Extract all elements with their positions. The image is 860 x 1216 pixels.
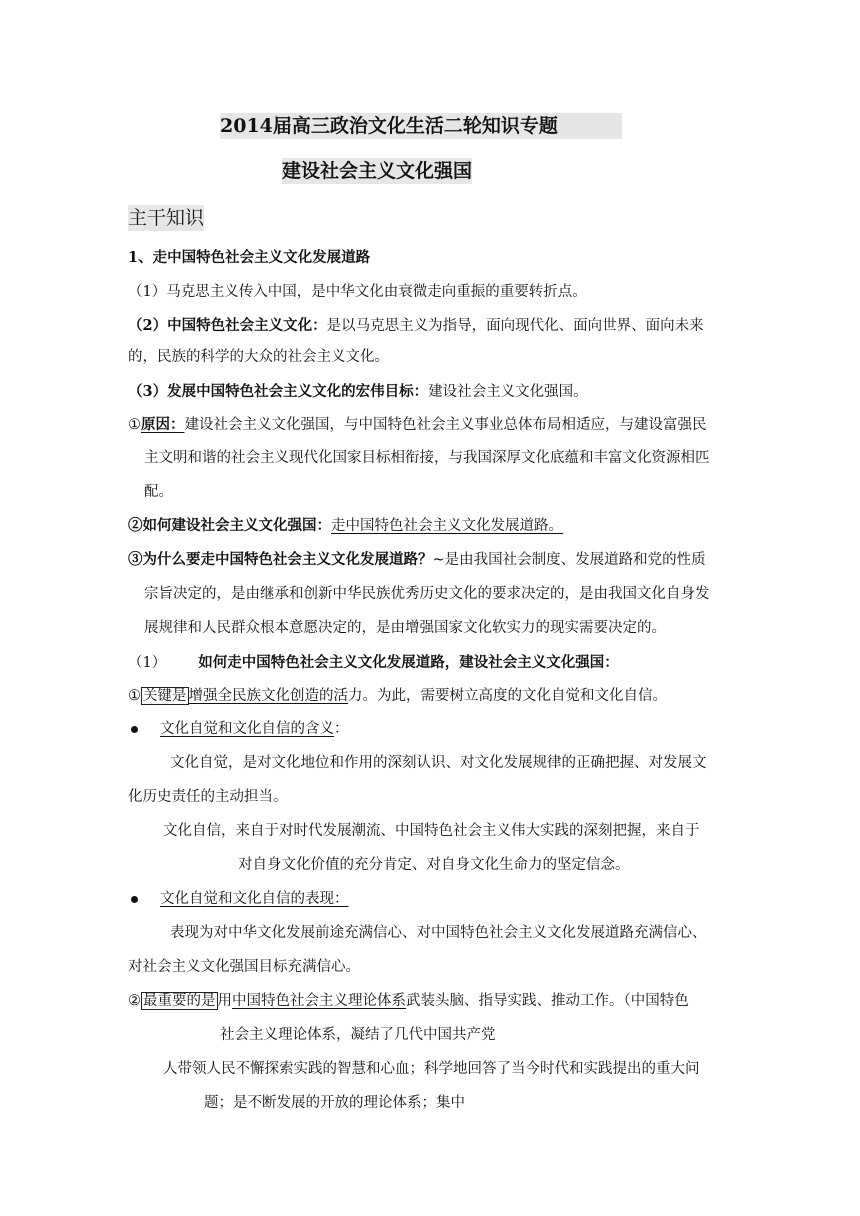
key-point-2 xyxy=(128,991,689,1011)
subheading-2-number: （1） xyxy=(128,655,167,671)
key-point-2-number: ② xyxy=(128,993,141,1009)
why-label: ③为什么要走中国特色社会主义文化发展道路？ xyxy=(128,551,433,568)
why-line-1 xyxy=(128,550,706,570)
key-point-1-boxed: 关键是 xyxy=(143,688,187,704)
key-point-2-pre: 用 xyxy=(217,993,232,1009)
key-point-1 xyxy=(128,686,667,706)
key-point-2-line-3: 人带领人民不懈探索实践的智慧和心血；科学地回答了当今时代和实践提出的重大问 xyxy=(163,1061,700,1077)
key-point-1-rest: 力。为此，需要树立高度的文化自觉和文化自信。 xyxy=(348,688,667,704)
subheading-2 xyxy=(128,653,619,673)
paragraph-2-cont: 的，民族的科学的大众的社会主义文化。 xyxy=(128,349,389,365)
how-build-text: 走中国特色社会主义文化发展道路。 xyxy=(331,518,563,534)
expression-line-2: 对社会主义文化强国目标充满信心。 xyxy=(128,959,360,975)
paragraph-2-label: （2）中国特色社会主义文化： xyxy=(128,317,327,334)
why-line-3: 展规律和人民群众根本意愿决定的，是由增强国家文化软实力的现实需要决定的。 xyxy=(144,620,666,636)
key-point-1-number: ① xyxy=(128,688,141,704)
bullet-item-1 xyxy=(160,719,349,739)
paragraph-1: （1）马克思主义传入中国，是中华文化由衰微走向重振的重要转折点。 xyxy=(128,284,587,300)
reason-number: ① xyxy=(128,417,141,433)
bullet-icon xyxy=(131,726,138,733)
consciousness-line-2: 化历史责任的主动担当。 xyxy=(128,789,288,805)
key-point-2-line-4: 题；是不断发展的开放的理论体系；集中 xyxy=(204,1095,465,1111)
doc-title-line2: 建设社会主义文化强国 xyxy=(282,160,473,182)
why-text: ~是由我国社会制度、发展道路和党的性质 xyxy=(432,552,706,568)
reason-line-2: 主文明和谐的社会主义现代化国家目标相衔接，与我国深厚文化底蕴和丰富文化资源相匹 xyxy=(144,450,710,466)
how-build-line xyxy=(128,516,563,536)
consciousness-line-1: 文化自觉，是对文化地位和作用的深刻认识、对文化发展规律的正确把握、对发展文 xyxy=(170,755,707,771)
bullet-item-1-text: 文化自觉和文化自信的含义 xyxy=(160,721,334,737)
bullet-item-2 xyxy=(160,889,349,909)
section-heading: 主干知识 xyxy=(128,207,205,229)
paragraph-3 xyxy=(128,382,588,402)
bullet-icon xyxy=(131,896,138,903)
key-point-2-line-2: 社会主义理论体系，凝结了几代中国共产党 xyxy=(220,1027,496,1043)
paragraph-2-text: 是以马克思主义为指导，面向现代化、面向世界、面向未来 xyxy=(326,318,704,334)
key-point-2-rest: 武装头脑、指导实践、推动工作。（中国特色 xyxy=(406,993,689,1009)
reason-label: 原因： xyxy=(141,416,185,433)
bullet-item-1-colon: ： xyxy=(334,721,349,737)
doc-title-text: 2014届高三政治文化生活二轮知识专题 xyxy=(220,115,558,137)
subsection-heading: 1、走中国特色社会主义文化发展道路 xyxy=(128,249,371,266)
reason-line-3: 配。 xyxy=(144,484,173,500)
subheading-2-text: 如何走中国特色社会主义文化发展道路，建设社会主义文化强国： xyxy=(198,654,619,671)
confidence-line-1: 文化自信，来自于对时代发展潮流、中国特色社会主义伟大实践的深刻把握，来自于 xyxy=(163,823,700,839)
paragraph-2 xyxy=(128,316,704,336)
paragraph-3-text: 建设社会主义文化强国。 xyxy=(428,384,588,400)
how-build-label: ②如何建设社会主义文化强国： xyxy=(128,517,331,534)
doc-title-line1 xyxy=(220,113,622,139)
key-point-1-underlined: 增强全民族文化创造的活 xyxy=(188,688,348,704)
key-point-2-underlined: 中国特色社会主义理论体系 xyxy=(232,993,406,1009)
why-line-2: 宗旨决定的，是由继承和创新中华民族优秀历史文化的要求决定的，是由我国文化自身发 xyxy=(144,586,710,602)
confidence-line-2: 对自身文化价值的充分肯定、对自身文化生命力的坚定信念。 xyxy=(238,857,630,873)
reason-text: 建设社会主义文化强国，与中国特色社会主义事业总体布局相适应，与建设富强民 xyxy=(184,417,707,433)
bullet-item-2-text: 文化自觉和文化自信的表现： xyxy=(160,891,349,907)
expression-line-1: 表现为对中华文化发展前途充满信心、对中国特色社会主义文化发展道路充满信心、 xyxy=(170,925,707,941)
key-point-2-boxed: 最重要的是 xyxy=(143,993,216,1009)
reason-line-1 xyxy=(128,415,707,435)
paragraph-3-label: （3）发展中国特色社会主义文化的宏伟目标： xyxy=(128,383,429,400)
